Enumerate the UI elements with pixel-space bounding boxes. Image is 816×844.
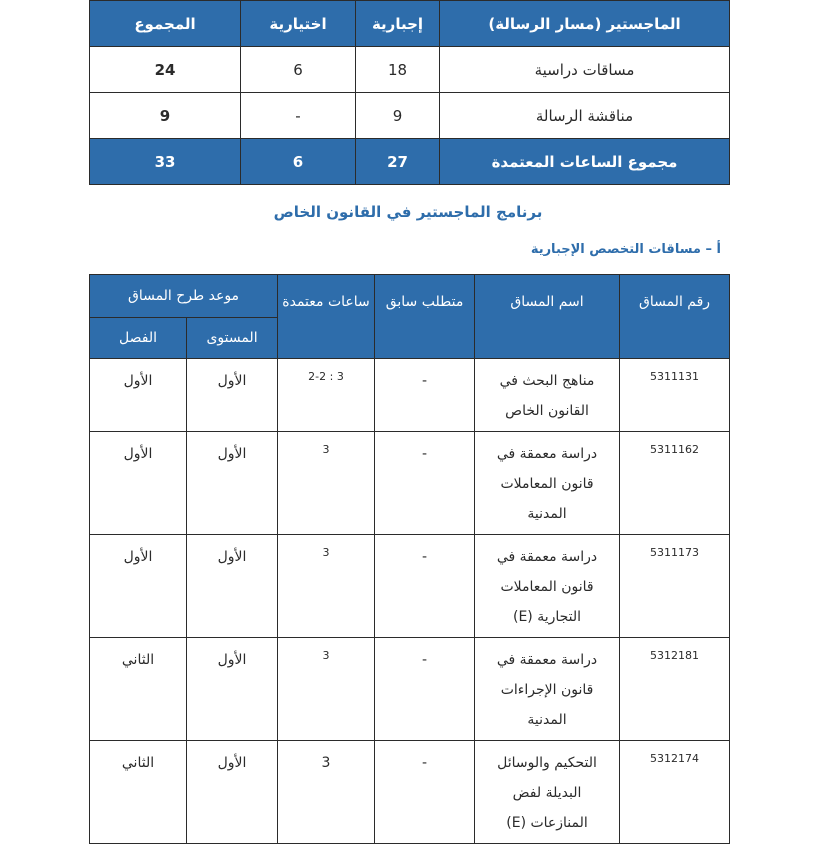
summary-total-label: مجموع الساعات المعتمدة	[440, 139, 730, 185]
course-name: دراسة معمقة في قانون الإجراءات المدنية	[475, 638, 620, 741]
course-credit: 2-2 : 3	[278, 359, 375, 432]
course-level: الأول	[187, 432, 278, 535]
summary-header-program: الماجستير (مسار الرسالة)	[440, 1, 730, 47]
course-code: 5311131	[620, 359, 730, 432]
course-prerequisite: -	[375, 359, 475, 432]
summary-cell-elective: -	[241, 93, 356, 139]
header-level: المستوى	[187, 318, 278, 359]
course-code: 5311173	[620, 535, 730, 638]
courses-table	[89, 274, 730, 844]
header-prerequisite: متطلب سابق	[375, 275, 475, 359]
course-code: 5311162	[620, 432, 730, 535]
table-row	[90, 432, 730, 535]
course-semester: الأول	[90, 359, 187, 432]
section-title: أ – مساقات التخصص الإجبارية	[530, 242, 721, 257]
course-name: دراسة معمقة في قانون المعاملات التجارية (E)	[475, 535, 620, 638]
course-level: الأول	[187, 638, 278, 741]
course-prerequisite: -	[375, 535, 475, 638]
table-row	[90, 535, 730, 638]
summary-total-sum: 33	[90, 139, 241, 185]
header-credit-hours: ساعات معتمدة	[278, 275, 375, 359]
table-row	[90, 359, 730, 432]
summary-cell-total: 9	[90, 93, 241, 139]
summary-cell-mandatory: 9	[356, 93, 440, 139]
course-code: 5312174	[620, 741, 730, 844]
course-level: الأول	[187, 535, 278, 638]
header-course-code: رقم المساق	[620, 275, 730, 359]
course-credit: 3	[278, 535, 375, 638]
course-prerequisite: -	[375, 638, 475, 741]
header-schedule: موعد طرح المساق	[90, 275, 278, 318]
summary-header-elective: اختيارية	[241, 1, 356, 47]
table-row	[90, 93, 730, 139]
table-row	[90, 638, 730, 741]
table-row	[90, 741, 730, 844]
course-credit: 3	[278, 638, 375, 741]
summary-total-row	[90, 139, 730, 185]
table-row	[90, 47, 730, 93]
course-name: دراسة معمقة في قانون المعاملات المدنية	[475, 432, 620, 535]
summary-total-mandatory: 27	[356, 139, 440, 185]
course-semester: الثاني	[90, 638, 187, 741]
summary-cell-mandatory: 18	[356, 47, 440, 93]
course-semester: الأول	[90, 432, 187, 535]
summary-cell-total: 24	[90, 47, 241, 93]
course-credit: 3	[278, 432, 375, 535]
course-credit: 3	[278, 741, 375, 844]
course-prerequisite: -	[375, 432, 475, 535]
summary-header-mandatory: إجبارية	[356, 1, 440, 47]
course-level: الأول	[187, 741, 278, 844]
credit-summary-table	[89, 0, 730, 185]
course-name: مناهج البحث في القانون الخاص	[475, 359, 620, 432]
course-semester: الثاني	[90, 741, 187, 844]
summary-total-elective: 6	[241, 139, 356, 185]
program-title: برنامج الماجستير في القانون الخاص	[273, 203, 543, 221]
course-code: 5312181	[620, 638, 730, 741]
header-course-name: اسم المساق	[475, 275, 620, 359]
course-name: التحكيم والوسائل البديلة لفض المنازعات (E)	[475, 741, 620, 844]
summary-cell-elective: 6	[241, 47, 356, 93]
summary-header-total: المجموع	[90, 1, 241, 47]
summary-cell-label: مناقشة الرسالة	[440, 93, 730, 139]
course-prerequisite: -	[375, 741, 475, 844]
course-semester: الأول	[90, 535, 187, 638]
course-level: الأول	[187, 359, 278, 432]
summary-cell-label: مساقات دراسية	[440, 47, 730, 93]
header-semester: الفصل	[90, 318, 187, 359]
